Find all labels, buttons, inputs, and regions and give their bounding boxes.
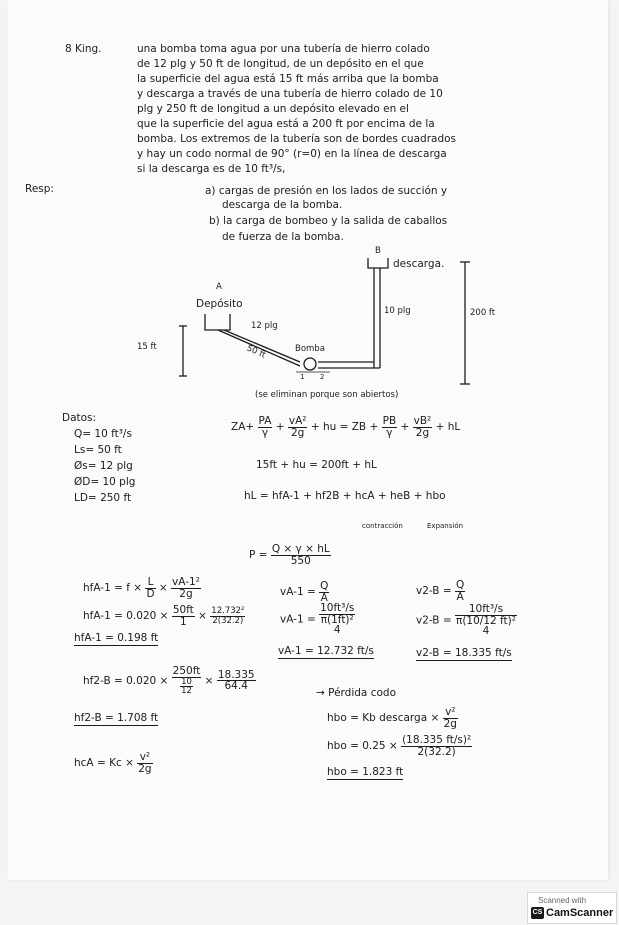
label-deposito: Depósito <box>196 298 243 310</box>
hfa1-result: hfA-1 = 0.198 ft <box>74 632 159 644</box>
energy-equation: 15ft + hu = 200ft + hL <box>256 459 377 471</box>
label-expansion: Expansión <box>427 522 464 530</box>
datos-item: LD= 250 ft <box>74 492 132 504</box>
label-200ft: 200 ft <box>470 308 496 318</box>
problem-line: si la descarga es de 10 ft³/s, <box>137 163 286 175</box>
hf2b-result: hf2-B = 1.708 ft <box>74 712 159 724</box>
datos-item: Øs= 12 plg <box>74 460 133 472</box>
datos-title: Datos: <box>62 412 97 424</box>
label-50ft: 50 ft <box>244 343 267 361</box>
datos-item: Q= 10 ft³/s <box>74 428 132 440</box>
hf2b-formula: hf2-B = 0.020 × $\frac{250ft}{\frac{10}{12}}$ × $\frac{18.335}{64.4}$ <box>83 665 255 696</box>
reservoir-a-shape <box>205 314 230 330</box>
problem-line: plg y 250 ft de longitud a un depósito elevado en el <box>137 103 409 115</box>
v2b-result: v2-B = 18.335 ft/s <box>416 647 512 659</box>
camscanner-logo-icon: CS <box>531 907 544 919</box>
label-b: B <box>375 246 381 256</box>
label-contraccion: contracción <box>362 522 403 530</box>
hfa1-substitution: hfA-1 = 0.020 × $\frac{50ft}{1}$ × $\frac{\text{12.732²}}{2(32.2)}$ <box>83 604 245 628</box>
question-a: a) cargas de presión en los lados de succión y <box>205 185 448 197</box>
datos-item: ØD= 10 plg <box>74 476 136 488</box>
label-a: A <box>216 282 222 292</box>
datos-item: Ls= 50 ft <box>74 444 122 456</box>
label-bomba: Bomba <box>295 344 325 354</box>
label-descarga: descarga. <box>393 258 445 270</box>
hca-formula: hcA = Kc × $\frac{\text{v²}}{2g}$ <box>74 751 152 775</box>
problem-line: bomba. Los extremos de la tubería son de bordes cuadrados <box>137 133 456 145</box>
power-formula: P = $\frac{Q \times \gamma \times hL}{550}$ <box>249 543 330 567</box>
va1-result: vA-1 = 12.732 ft/s <box>278 645 374 657</box>
head-loss-equation: hL = hfA-1 + hf2B + hcA + heB + hbo <box>244 490 446 502</box>
hbo-formula: hbo = Kb descarga × $\frac{\text{v²}}{2g}$ <box>327 706 457 730</box>
hbo-result: hbo = 1.823 ft <box>327 766 404 778</box>
pump-circle <box>304 358 316 370</box>
label-12plg: 12 plg <box>251 321 278 331</box>
question-a-cont: descarga de la bomba. <box>222 199 343 211</box>
va1-substitution: vA-1 = 10ft³/s π(1ft)² 4 <box>280 602 355 636</box>
question-b-cont: de fuerza de la bomba. <box>222 231 344 243</box>
problem-id: 8 King. <box>65 43 102 55</box>
perdida-codo-heading: → Pérdida codo <box>316 687 396 699</box>
problem-line: una bomba toma agua por una tubería de hierro colado <box>137 43 430 55</box>
v2b-formula: v2-B = $\frac{Q}{A}$ <box>416 579 465 603</box>
problem-line: y descarga a través de una tubería de hierro colado de 10 <box>137 88 443 100</box>
problem-line: que la superficie del agua está a 200 ft por encima de la <box>137 118 435 130</box>
hfa1-formula: hfA-1 = f × $\frac{L}{D}$ × $\frac{\text{vA-1²}}{2g}$ <box>83 576 200 600</box>
va1-formula: vA-1 = $\frac{Q}{A}$ <box>280 580 329 604</box>
problem-line: de 12 plg y 50 ft de longitud, de un depósito en el que <box>137 58 424 70</box>
question-b: b) la carga de bombeo y la salida de caballos <box>209 215 448 227</box>
problem-line: la superficie del agua está 15 ft más arriba que la bomba <box>137 73 439 85</box>
problem-line: y hay un codo normal de 90° (r=0) en la línea de descarga <box>137 148 447 160</box>
v2b-substitution: v2-B = 10ft³/s π(10/12 ft)² 4 <box>416 603 516 637</box>
bernoulli-equation: ZA+ $\frac{PA}{\gamma}$ + $\frac{\text{vA²}}{2g}$ + hu = ZB + $\frac{PB}{\gamma}$ + $\frac{\text{vB²}}{2g}$ + hL <box>231 415 461 439</box>
camscanner-badge <box>527 892 617 924</box>
label-point-2: 2 <box>320 373 325 381</box>
hbo-substitution: hbo = 0.25 × $\frac{\text{(18.335 ft/s)²}}{2(32.2)}$ <box>327 734 472 758</box>
scanned-with-text: Scanned with <box>538 896 587 905</box>
resp-label: Resp: <box>25 183 54 195</box>
reservoir-b-shape <box>368 258 388 268</box>
label-10plg: 10 plg <box>384 306 411 316</box>
camscanner-brand: CamScanner <box>546 907 614 919</box>
label-15ft: 15 ft <box>137 342 157 352</box>
label-point-1: 1 <box>300 373 305 381</box>
diagram-note: (se eliminan porque son abiertos) <box>255 390 399 400</box>
